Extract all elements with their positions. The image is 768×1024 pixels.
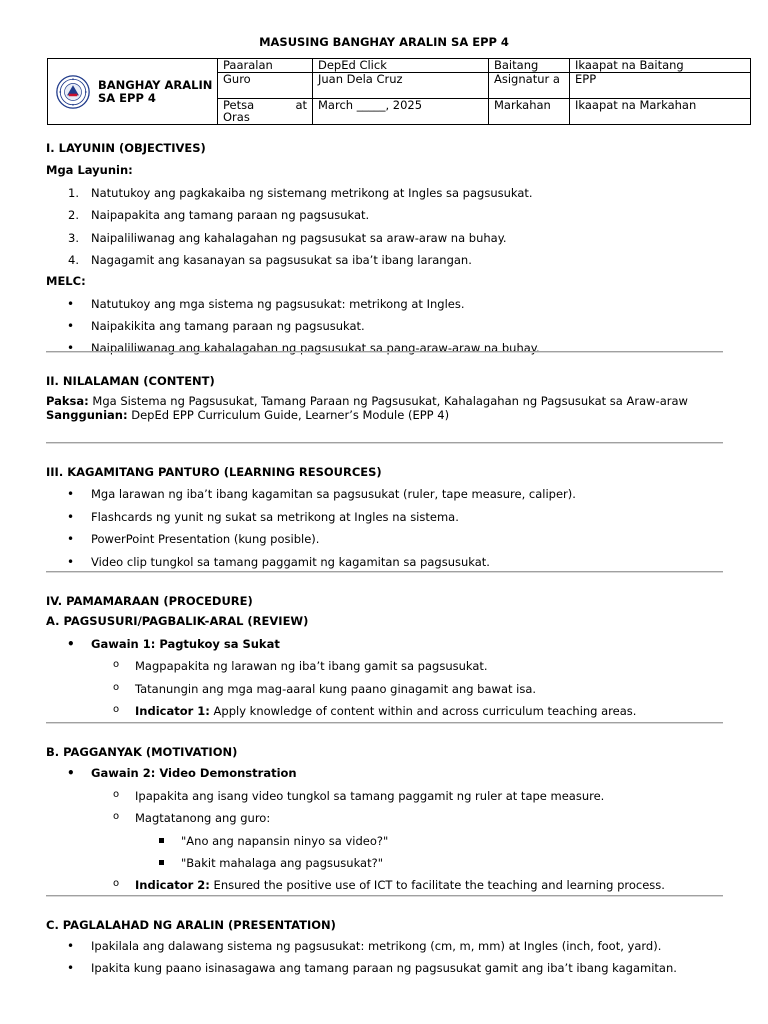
list-item: "Bakit mahalaga ang pagsusukat?"	[46, 856, 722, 870]
asignatura-label: Asignatur a	[489, 73, 570, 99]
bullet-icon: •	[67, 532, 75, 547]
petsa-value: March _____, 2025	[313, 99, 489, 125]
sanggunian-value: DepEd EPP Curriculum Guide, Learner’s Module (EPP 4)	[131, 408, 450, 423]
indicator2-item: o Indicator 2: Ensured the positive use of ICT to facilitate the teaching and learning process.	[113, 878, 665, 893]
motivation-heading: B. PAGGANYAK (MOTIVATION)	[46, 745, 238, 759]
list-item: • Mga larawan ng iba’t ibang kagamitan sa pagsusukat (ruler, tape measure, caliper).	[67, 487, 576, 502]
gawain2-item: • Gawain 2: Video Demonstration	[67, 766, 297, 781]
bullet-icon: •	[67, 554, 75, 569]
presentation-heading: C. PAGLALAHAD NG ARALIN (PRESENTATION)	[46, 918, 336, 932]
objectives-heading: I. LAYUNIN (OBJECTIVES)	[46, 141, 206, 155]
circle-bullet-icon: o	[113, 811, 120, 823]
list-item: o Magtatanong ang guro:	[113, 811, 271, 826]
objectives-list	[46, 186, 722, 268]
list-item: • Video clip tungkol sa tamang paggamit ng kagamitan sa pagsusukat.	[67, 554, 490, 569]
sanggunian-label: Sanggunian:	[46, 408, 128, 423]
bullet-icon: •	[67, 960, 75, 975]
square-bullet-icon	[159, 860, 164, 865]
guro-label: Guro	[218, 73, 313, 99]
section-divider	[46, 571, 723, 573]
bullet-icon: •	[67, 766, 75, 781]
oras-label-word: Oras	[223, 110, 250, 125]
list-item: 1. Natutukoy ang pagkakaiba ng sistemang metrikong at Ingles sa pagsusukat.	[68, 185, 533, 200]
list-item: • Flashcards ng yunit ng sukat sa metrikong at Ingles na sistema.	[67, 509, 459, 524]
melc-list	[46, 297, 722, 356]
guro-value: Juan Dela Cruz	[313, 73, 489, 99]
paksa-label: Paksa:	[46, 394, 89, 409]
list-item: • Natutukoy ang mga sistema ng pagsusukat: metrikong at Ingles.	[67, 296, 465, 311]
sanggunian-line	[46, 408, 722, 422]
mga-layunin-heading: Mga Layunin:	[46, 163, 133, 178]
section-divider	[46, 442, 723, 444]
bullet-icon: •	[67, 487, 75, 502]
review-heading: A. PAGSUSURI/PAGBALIK-ARAL (REVIEW)	[46, 614, 309, 629]
list-item: 4. Nagagamit ang kasanayan sa pagsusukat sa iba’t ibang larangan.	[68, 252, 472, 267]
circle-bullet-icon: o	[113, 788, 120, 800]
logo-cell	[48, 59, 218, 125]
paksa-line	[46, 395, 722, 408]
list-item: • Ipakita kung paano isinasagawa ang tamang paraan ng pagsusukat gamit ang iba’t ibang kagamitan.	[67, 960, 677, 975]
section-divider	[46, 722, 723, 724]
bullet-icon: •	[67, 939, 75, 954]
markahan-label: Markahan	[489, 99, 570, 125]
bullet-icon: •	[67, 296, 75, 311]
list-item: • Ipakilala ang dalawang sistema ng pagsusukat: metrikong (cm, m, mm) at Ingles (inch, foot, yard).	[67, 939, 662, 954]
square-bullet-icon	[159, 838, 164, 843]
list-item: 3. Naipaliliwanag ang kahalagahan ng pagsusukat sa araw-araw na buhay.	[68, 230, 507, 245]
list-item: "Ano ang napansin ninyo sa video?"	[46, 834, 722, 848]
list-item: • Naipaliliwanag ang kahalagahan ng pagsusukat sa pang-araw-araw na buhay.	[67, 341, 540, 356]
document-title: MASUSING BANGHAY ARALIN SA EPP 4	[259, 35, 509, 49]
circle-bullet-icon: o	[113, 703, 120, 715]
list-item: o Magpapakita ng larawan ng iba’t ibang gamit sa pagsusukat.	[113, 659, 488, 674]
circle-bullet-icon: o	[113, 681, 120, 693]
asignatura-value: EPP	[570, 73, 751, 99]
list-item: o Ipapakita ang isang video tungkol sa tamang paggamit ng ruler at tape measure.	[113, 788, 605, 803]
paaralan-label: Paaralan	[218, 59, 313, 73]
paksa-value: Mga Sistema ng Pagsusukat, Tamang Paraan ng Pagsusukat, Kahalagahan ng Pagsusukat sa Araw-araw	[92, 394, 688, 409]
petsa-label	[218, 99, 313, 125]
resources-list	[46, 487, 722, 569]
section-divider	[46, 351, 723, 353]
section-presentation	[46, 918, 722, 982]
logo-caption: BANGHAY ARALIN SA EPP 4	[98, 77, 213, 105]
bullet-icon: •	[67, 636, 75, 651]
procedure-heading: IV. PAMAMARAAN (PROCEDURE)	[46, 594, 253, 608]
section-motivation	[46, 745, 722, 901]
baitang-value: Ikaapat na Baitang	[570, 59, 751, 73]
section-resources	[46, 465, 722, 577]
list-item: o Tatanungin ang mga mag-aaral kung paano ginagamit ang bawat isa.	[113, 681, 537, 696]
indicator1-item: o Indicator 1: Apply knowledge of content within and across curriculum teaching areas.	[113, 703, 637, 718]
header-table	[47, 58, 751, 125]
deped-seal-icon	[56, 75, 90, 109]
melc-heading: MELC:	[46, 274, 86, 289]
content-heading: II. NILALAMAN (CONTENT)	[46, 374, 215, 388]
section-content	[46, 374, 722, 423]
list-item: • Naipakikita ang tamang paraan ng pagsusukat.	[67, 319, 365, 333]
circle-bullet-icon: o	[113, 878, 120, 890]
section-objectives	[46, 141, 722, 364]
petsa-label-word: Petsa	[223, 98, 255, 112]
paaralan-value: DepEd Click	[313, 59, 489, 73]
section-divider	[46, 895, 723, 897]
gawain1-item: • Gawain 1: Pagtukoy sa Sukat	[67, 636, 280, 651]
bullet-icon: •	[67, 319, 75, 333]
resources-heading: III. KAGAMITANG PANTURO (LEARNING RESOURCES)	[46, 465, 382, 479]
section-procedure	[46, 594, 722, 726]
baitang-label: Baitang	[489, 59, 570, 73]
bullet-icon: •	[67, 341, 75, 356]
list-item: • PowerPoint Presentation (kung posible).	[67, 532, 320, 547]
bullet-icon: •	[67, 509, 75, 524]
list-item: 2. Naipapakita ang tamang paraan ng pagsusukat.	[68, 208, 370, 223]
petsa-label-at: at	[295, 98, 307, 112]
markahan-value: Ikaapat na Markahan	[570, 99, 751, 125]
circle-bullet-icon: o	[113, 659, 120, 671]
